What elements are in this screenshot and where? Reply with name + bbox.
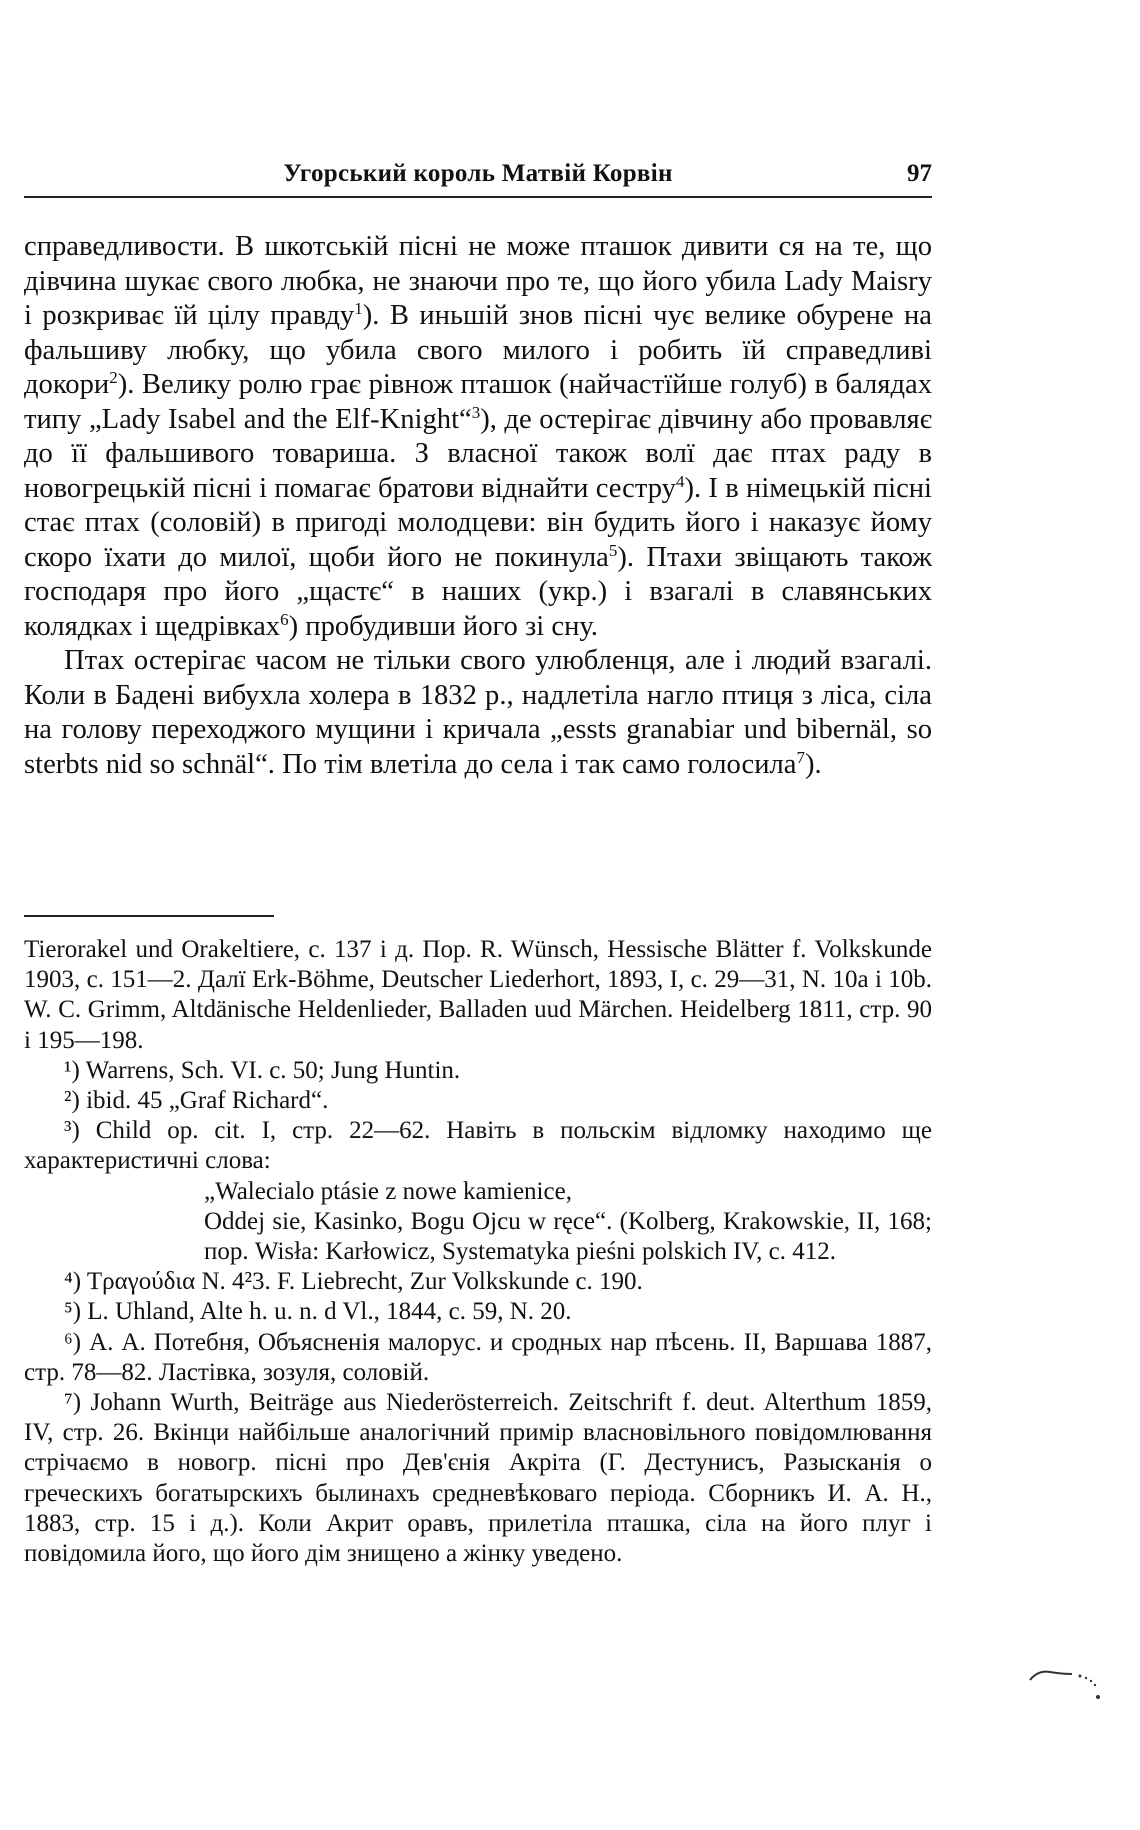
footnote: ⁶) А. А. Потебня, Объясненія малорус. и сродных нар пѣсень. II, Варшава 1887, стр. 78—82. Ластівка, зозуля, соловій. [24,1328,932,1386]
text-run: ). В иньшій знов пісні чує велике обурене на фальшиву любку, що убила свого милого і робить їй справедливі докори [24,300,932,400]
paragraph [24,230,932,644]
ink-smudge-mark [1028,1660,1100,1700]
text-run: ). Птахи звіщають також господаря про його „щастє“ в наших (укр.) і взагалі в славянських колядках і щедрівках [24,541,932,642]
footnote: ¹) Warrens, Sch. VI. с. 50; Jung Huntin. [64,1056,461,1084]
footnote-rule [24,915,274,917]
footnote: ⁴) Τραγούδια N. 4²3. F. Liebrecht, Zur Volkskunde c. 190. [64,1268,643,1296]
footnote: ³) Child op. cit. I, стр. 22—62. Навіть в польскім відломку находимо ще характеристичні слова: [24,1117,932,1175]
footnote-ref: 5 [608,540,618,560]
footnote: ⁷) Johann Wurth, Beiträge aus Niederösterreich. Zeitschrift f. deut. Alterthum 1859, IV, стр. 26. Вкінци найбільше аналогічний примір власновільного повідомлювання стрічаємо в новогр. пісні про Дев'єнія Акріта (Г. Дестунисъ, Разысканія о греческихъ богатырскихъ былинахъ средневѣковаго періода. Сборникъ И. А. Н., 1883, стр. 15 і д.). Коли Акрит оравъ, прилетіла пташка, сіла на його плуг і повідомила його, що його дім знищено а жінку уведено. [24,1389,932,1568]
footnote: ⁵) L. Uhland, Alte h. u. n. d Vl., 1844, с. 59, N. 20. [64,1298,572,1326]
footnotes [24,935,932,1569]
header-rule [24,196,932,198]
footnote: Tierorakel und Orakeltiere, с. 137 і д. Пор. R. Wünsch, Hessische Blätter f. Volkskunde 1903, с. 151—2. Далї Erk-Böhme, Deutscher Liederhort, 1893, I, с. 29—31, N. 10a і 10b. W. C. Grimm, Altdänische Heldenlieder, Balladen uud Märchen. Heidelberg 1811, стр. 90 і 195—198. [24,936,932,1054]
footnote: ²) ibid. 45 „Graf Richard“. [64,1087,329,1115]
running-header [24,160,932,196]
footnote-ref: 7 [796,747,805,767]
text-run: ). І в німецькій пісні стає птах (соловій) в пригоді молодцеви: він будить його і наказує йому скоро їхати до милої, щоби його не покинула [24,472,933,573]
text-run: ). [804,748,822,780]
text-run: ). Велику ролю грає рівнож пташок (найчастїйше голуб) в балядах типу „Lady Isabel and the Elf-Knight“ [24,369,932,435]
footnote-ref: 2 [109,368,118,387]
main-text [24,230,932,782]
text-run: справедливости. В шкотській пісні не може пташок дивити ся на те, що дівчина шукає свого любка, не знаючи про те, що його убила Lady Maisry і розкриває їй цілу правду [24,231,932,331]
footnote: Oddej sie, Kasinko, Bogu Ojcu w ręce“. (Kolberg, Krakowskie, II, 168; пор. Wisła: Karłowicz, Systematyka pieśni polskich IV, с. 412. [204,1207,932,1266]
footnote-ref: 3 [471,402,481,422]
text-run: ) пробудивши його зі сну. [288,610,598,642]
text-run: ), де остерігає дівчину або провавляє до її фальшивого товариша. З власної також волї дає птах раду в новогрецькій пісні і помагає братови віднайти сестру [24,403,932,504]
footnote-ref: 1 [354,299,363,318]
page-number: 97 [907,160,932,187]
footnote-ref: 4 [675,471,685,491]
text-run: Птах остерігає часом не тільки свого улюбленця, але і людий взагалі. Коли в Бадені вибухла холера в 1832 р., надлетіла нагло птиця з ліса, сіла на голову переходжого мущини і кричала „essts granabiar und bibernäl, so sterbts nid so schnäl“. По тім влетіла до села і так само голосила [24,645,932,780]
paragraph [24,644,932,782]
verse-line: „Walecialo ptásie z nowe kamienice, [204,1177,572,1205]
footnote-ref: 6 [280,609,289,629]
running-title: Угорський король Матвій Корвін [283,160,673,187]
